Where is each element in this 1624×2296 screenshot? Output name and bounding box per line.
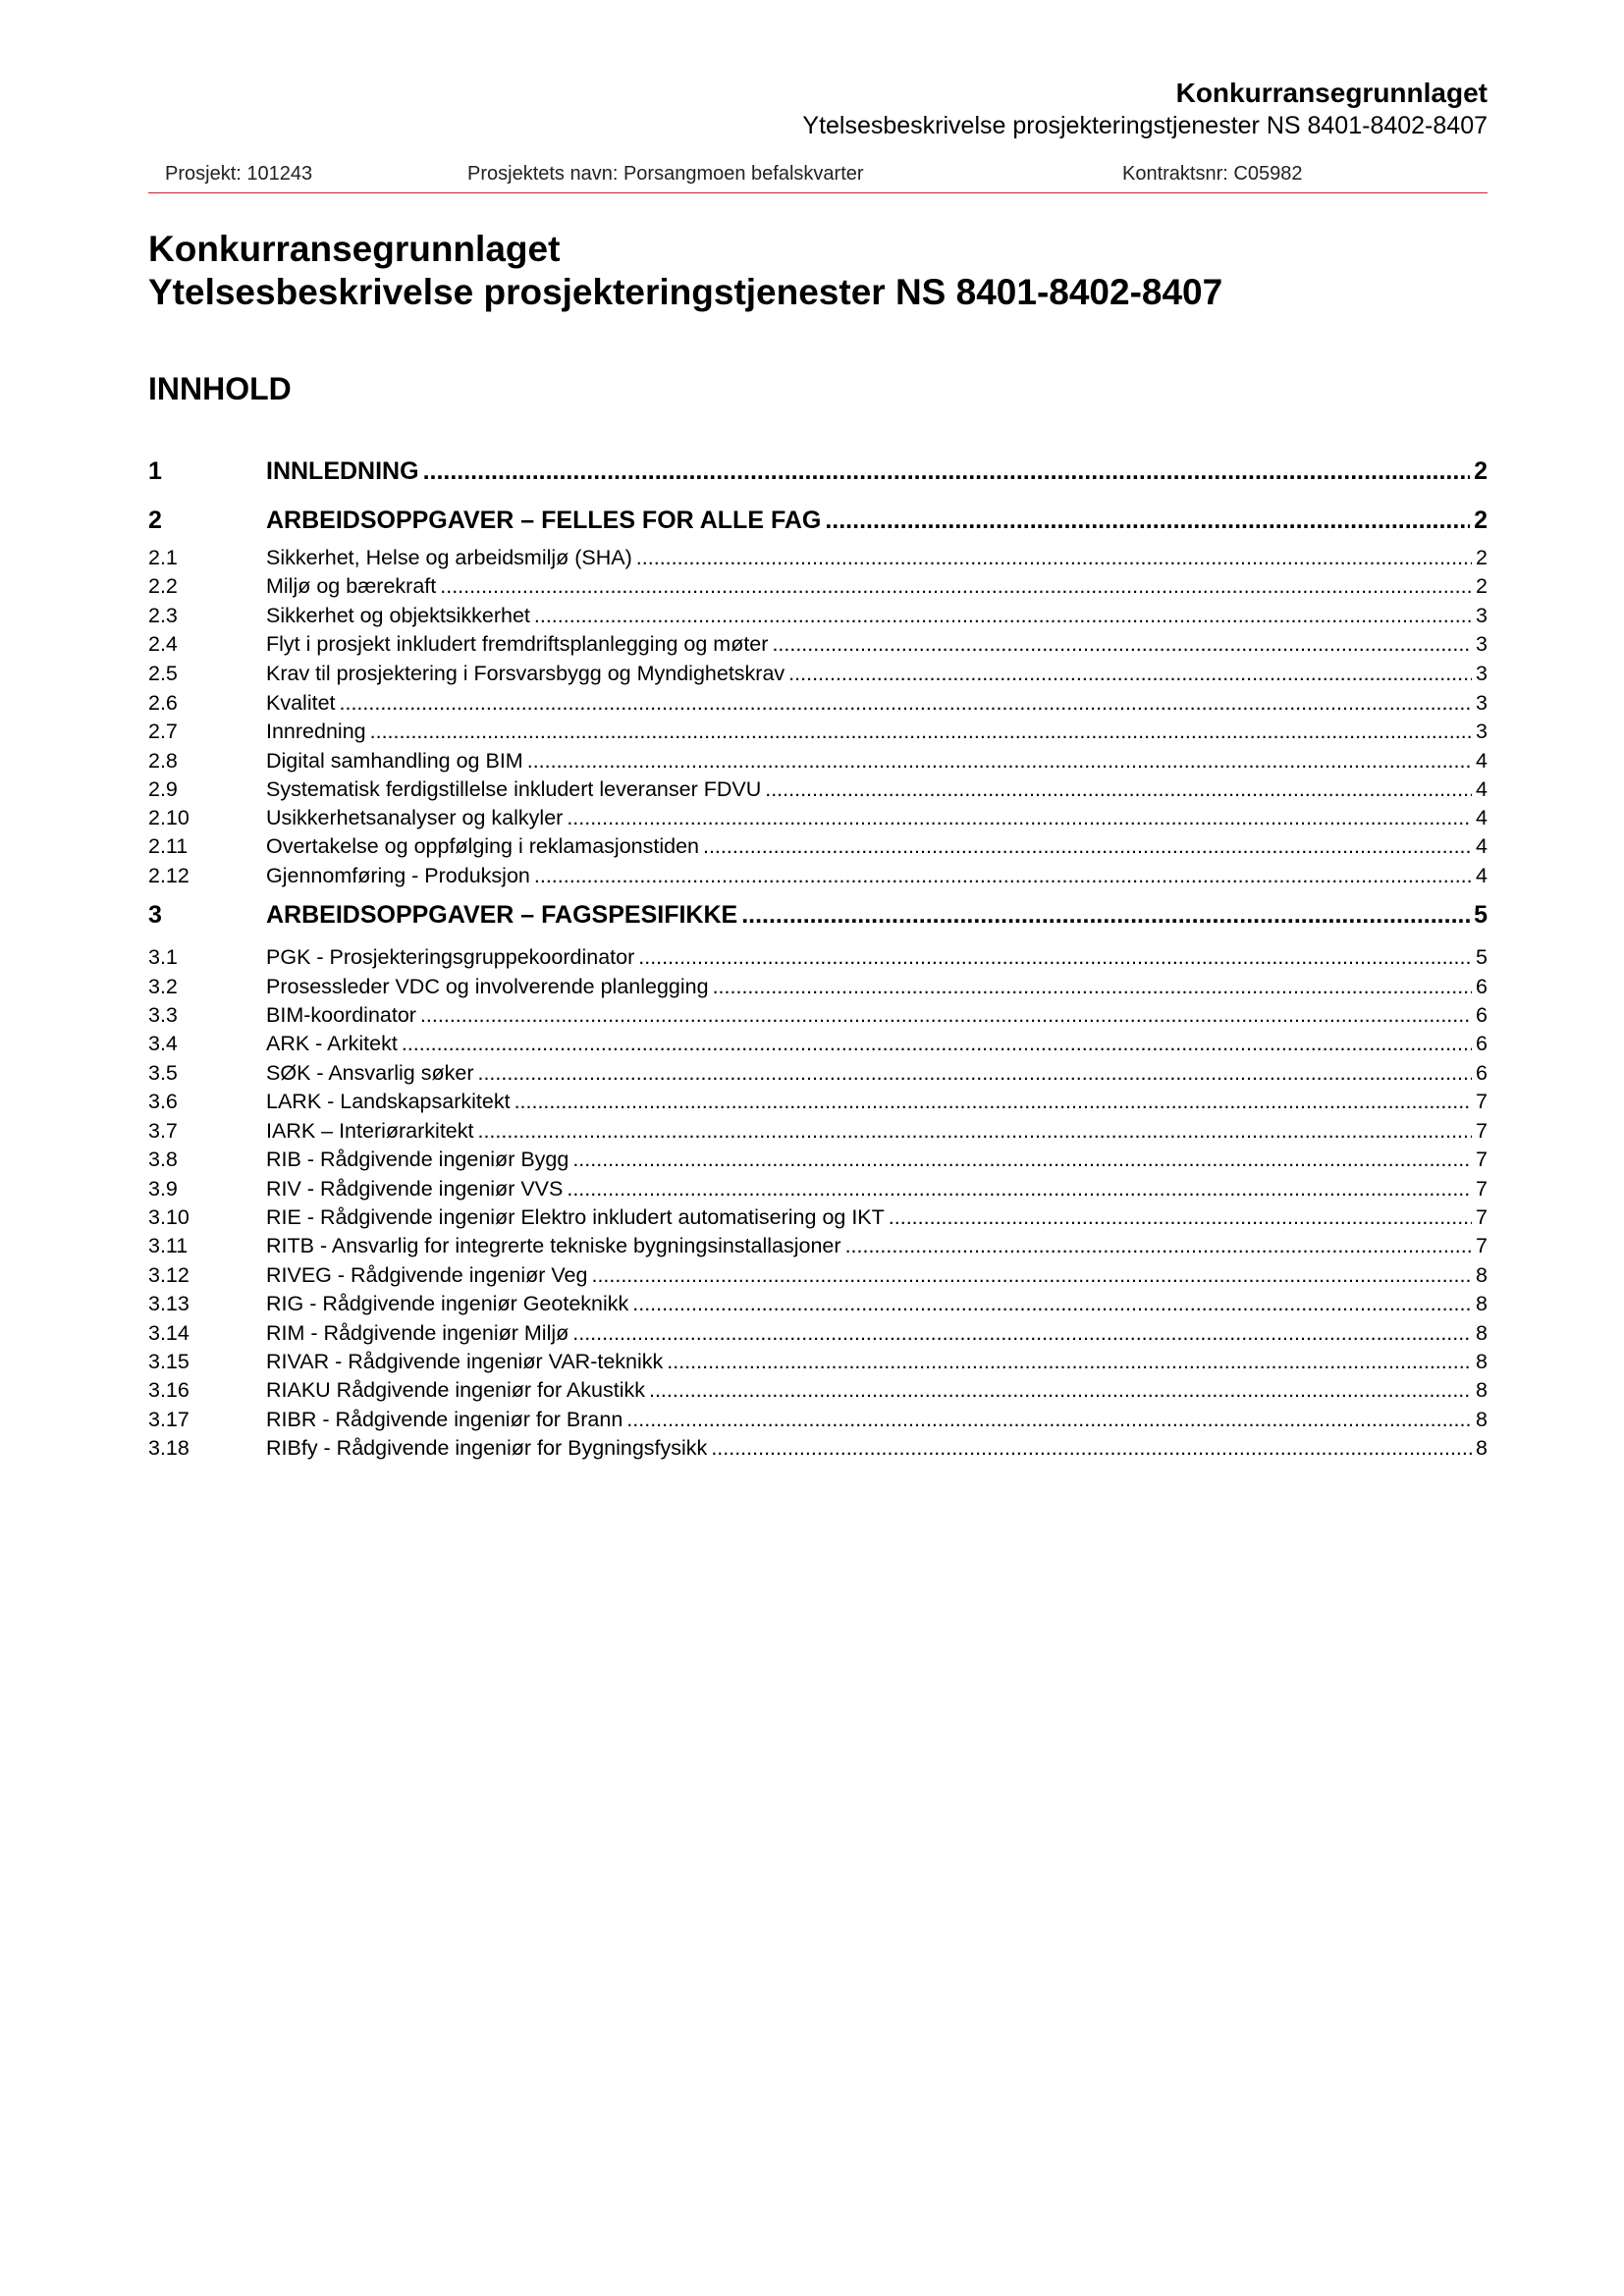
toc-leader-dots [534, 864, 1472, 888]
toc-entry-title: RIE - Rådgivende ingeniør Elektro inkludert automatisering og IKT [266, 1205, 885, 1229]
toc-entry-title: LARK - Landskapsarkitekt [266, 1090, 511, 1113]
toc-entry-number: 3.1 [148, 945, 178, 969]
toc-entry-page: 8 [1476, 1408, 1488, 1431]
toc-leader-dots [788, 662, 1472, 686]
toc-entry-number: 3.10 [148, 1205, 189, 1229]
toc-entry-number: 3.17 [148, 1408, 189, 1431]
toc-entry-page: 3 [1476, 632, 1488, 656]
toc-entry[interactable] [148, 507, 1488, 535]
document-title-line2: Ytelsesbeskrivelse prosjekteringstjenester NS 8401-8402-8407 [148, 272, 1223, 312]
toc-entry[interactable] [148, 945, 1488, 970]
toc-entry-page: 5 [1476, 945, 1488, 969]
toc-leader-dots [572, 1148, 1472, 1172]
toc-entry[interactable] [148, 1263, 1488, 1288]
toc-entry-page: 3 [1476, 720, 1488, 743]
toc-entry-number: 2.8 [148, 749, 178, 773]
toc-entry-number: 3.7 [148, 1119, 178, 1143]
toc-leader-dots [440, 574, 1472, 599]
toc-leader-dots [423, 457, 1471, 486]
toc-entry-page: 3 [1476, 691, 1488, 715]
toc-entry-page: 6 [1476, 975, 1488, 998]
toc-entry-title: RITB - Ansvarlig for integrerte tekniske bygningsinstallasjoner [266, 1234, 841, 1257]
toc-entry[interactable] [148, 901, 1488, 930]
toc-entry-page: 8 [1476, 1378, 1488, 1402]
toc-leader-dots [825, 507, 1470, 535]
toc-leader-dots [340, 691, 1473, 716]
toc-entry-title: Miljø og bærekraft [266, 574, 437, 598]
toc-entry-page: 7 [1476, 1234, 1488, 1257]
toc-entry-number: 2.5 [148, 662, 178, 685]
toc-leader-dots [889, 1205, 1472, 1230]
toc-entry-number: 2.12 [148, 864, 189, 887]
toc-entry-number: 3.12 [148, 1263, 189, 1287]
toc-entry[interactable] [148, 777, 1488, 802]
toc-entry-title: Gjennomføring - Produksjon [266, 864, 530, 887]
toc-entry[interactable] [148, 1378, 1488, 1403]
toc-leader-dots [711, 1436, 1472, 1461]
toc-leader-dots [591, 1263, 1472, 1288]
toc-entry-number: 2.3 [148, 604, 178, 627]
header-subtitle: Ytelsesbeskrivelse prosjekteringstjenester NS 8401-8402-8407 [802, 112, 1488, 139]
toc-entry-page: 4 [1476, 806, 1488, 829]
toc-entry-title: IARK – Interiørarkitekt [266, 1119, 474, 1143]
toc-entry-title: Flyt i prosjekt inkludert fremdriftsplanlegging og møter [266, 632, 769, 656]
toc-entry-number: 2.1 [148, 546, 178, 569]
toc-entry-number: 2.11 [148, 834, 189, 858]
toc-entry-title: RIG - Rådgivende ingeniør Geoteknikk [266, 1292, 629, 1315]
toc-entry-number: 3.4 [148, 1032, 178, 1055]
toc-entry-page: 4 [1476, 749, 1488, 773]
toc-entry-page: 2 [1474, 507, 1488, 534]
toc-entry-number: 3.16 [148, 1378, 189, 1402]
document-title-line1: Konkurransegrunnlaget [148, 229, 561, 269]
toc-entry[interactable] [148, 1292, 1488, 1316]
toc-leader-dots [741, 901, 1470, 930]
toc-entry-title: RIB - Rådgivende ingeniør Bygg [266, 1148, 569, 1171]
toc-entry-title: Overtakelse og oppfølging i reklamasjonstiden [266, 834, 699, 858]
toc-entry-page: 4 [1476, 834, 1488, 858]
toc-entry-number: 3.18 [148, 1436, 189, 1460]
toc-entry-title: ARK - Arkitekt [266, 1032, 398, 1055]
toc-entry[interactable] [148, 632, 1488, 657]
toc-entry-title: BIM-koordinator [266, 1003, 416, 1027]
toc-entry[interactable] [148, 546, 1488, 570]
toc-entry[interactable] [148, 662, 1488, 686]
toc-entry-title: SØK - Ansvarlig søker [266, 1061, 474, 1085]
toc-entry[interactable] [148, 834, 1488, 859]
toc-entry[interactable] [148, 864, 1488, 888]
toc-entry-page: 8 [1476, 1292, 1488, 1315]
toc-entry[interactable] [148, 806, 1488, 830]
toc-entry-title: ARBEIDSOPPGAVER – FELLES FOR ALLE FAG [266, 507, 822, 534]
toc-entry-title: Prosessleder VDC og involverende planlegging [266, 975, 709, 998]
toc-entry-page: 4 [1476, 864, 1488, 887]
toc-entry-title: RIBfy - Rådgivende ingeniør for Bygningsfysikk [266, 1436, 708, 1460]
toc-entry-page: 3 [1476, 604, 1488, 627]
toc-leader-dots [477, 1119, 1472, 1144]
toc-entry-number: 3.15 [148, 1350, 189, 1373]
toc-entry-title: Krav til prosjektering i Forsvarsbygg og Myndighetskrav [266, 662, 785, 685]
toc-entry[interactable] [148, 1408, 1488, 1432]
toc-entry-page: 7 [1476, 1205, 1488, 1229]
toc-entry-title: Kvalitet [266, 691, 336, 715]
toc-entry[interactable] [148, 1205, 1488, 1230]
toc-entry[interactable] [148, 457, 1488, 486]
toc-entry-number: 3.9 [148, 1177, 178, 1201]
toc-entry-title: RIVAR - Rådgivende ingeniør VAR-teknikk [266, 1350, 664, 1373]
toc-entry-page: 7 [1476, 1177, 1488, 1201]
toc-leader-dots [527, 749, 1472, 774]
toc-entry-number: 3.3 [148, 1003, 178, 1027]
contract-number: Kontraktsnr: C05982 [1122, 163, 1303, 185]
toc-leader-dots [514, 1090, 1472, 1114]
toc-entry-title: INNLEDNING [266, 457, 419, 485]
toc-entry-number: 2.4 [148, 632, 178, 656]
project-name: Prosjektets navn: Porsangmoen befalskvarter [467, 163, 864, 185]
toc-entry[interactable] [148, 975, 1488, 999]
toc-leader-dots [765, 777, 1472, 802]
toc-entry-number: 2.6 [148, 691, 178, 715]
toc-entry-number: 3.6 [148, 1090, 178, 1113]
toc-entry-page: 7 [1476, 1090, 1488, 1113]
toc-leader-dots [632, 1292, 1472, 1316]
toc-entry[interactable] [148, 1234, 1488, 1258]
toc-entry-page: 7 [1476, 1119, 1488, 1143]
toc-entry-title: RIVEG - Rådgivende ingeniør Veg [266, 1263, 588, 1287]
toc-entry[interactable] [148, 1032, 1488, 1056]
toc-leader-dots [703, 834, 1472, 859]
toc-entry[interactable] [148, 1177, 1488, 1201]
toc-leader-dots [572, 1321, 1472, 1346]
toc-entry-title: Usikkerhetsanalyser og kalkyler [266, 806, 564, 829]
toc-entry-number: 3.8 [148, 1148, 178, 1171]
toc-entry-page: 7 [1476, 1148, 1488, 1171]
toc-entry[interactable] [148, 1061, 1488, 1086]
toc-entry-title: RIV - Rådgivende ingeniør VVS [266, 1177, 564, 1201]
toc-entry-page: 2 [1476, 546, 1488, 569]
toc-leader-dots [567, 1177, 1472, 1201]
toc-entry-title: ARBEIDSOPPGAVER – FAGSPESIFIKKE [266, 901, 738, 929]
toc-entry-page: 8 [1476, 1436, 1488, 1460]
toc-entry-number: 3.13 [148, 1292, 189, 1315]
toc-leader-dots [567, 806, 1472, 830]
table-of-contents [148, 0, 1488, 2296]
toc-leader-dots [477, 1061, 1472, 1086]
toc-entry[interactable] [148, 749, 1488, 774]
toc-entry-number: 3.14 [148, 1321, 189, 1345]
toc-entry[interactable] [148, 604, 1488, 628]
toc-entry-title: Digital samhandling og BIM [266, 749, 523, 773]
toc-entry-title: Innredning [266, 720, 366, 743]
toc-entry[interactable] [148, 720, 1488, 744]
toc-leader-dots [649, 1378, 1472, 1403]
toc-leader-dots [420, 1003, 1472, 1028]
toc-entry-page: 4 [1476, 777, 1488, 801]
project-number: Prosjekt: 101243 [165, 163, 313, 185]
toc-entry[interactable] [148, 1119, 1488, 1144]
toc-entry-title: Systematisk ferdigstillelse inkludert leveranser FDVU [266, 777, 762, 801]
toc-leader-dots [772, 632, 1472, 657]
toc-entry-title: RIM - Rådgivende ingeniør Miljø [266, 1321, 569, 1345]
toc-entry-page: 2 [1474, 457, 1488, 485]
toc-entry-page: 6 [1476, 1061, 1488, 1085]
toc-entry[interactable] [148, 574, 1488, 599]
toc-entry[interactable] [148, 1321, 1488, 1346]
toc-leader-dots [845, 1234, 1472, 1258]
toc-entry-number: 3.2 [148, 975, 178, 998]
toc-entry[interactable] [148, 1003, 1488, 1028]
toc-entry-number: 2.10 [148, 806, 189, 829]
toc-heading: INNHOLD [148, 371, 292, 406]
toc-entry-number: 2.2 [148, 574, 178, 598]
toc-entry-number: 3 [148, 901, 162, 929]
toc-entry-number: 3.5 [148, 1061, 178, 1085]
toc-entry-number: 2 [148, 507, 162, 534]
toc-leader-dots [626, 1408, 1472, 1432]
toc-entry[interactable] [148, 1148, 1488, 1172]
toc-entry-number: 2.9 [148, 777, 178, 801]
toc-entry-number: 3.11 [148, 1234, 189, 1257]
toc-entry-title: PGK - Prosjekteringsgruppekoordinator [266, 945, 635, 969]
toc-entry-page: 8 [1476, 1321, 1488, 1345]
toc-leader-dots [636, 546, 1472, 570]
toc-entry[interactable] [148, 1090, 1488, 1114]
toc-entry-title: RIBR - Rådgivende ingeniør for Brann [266, 1408, 623, 1431]
toc-entry-page: 6 [1476, 1003, 1488, 1027]
header-title: Konkurransegrunnlaget [1175, 78, 1488, 108]
toc-leader-dots [713, 975, 1472, 999]
toc-entry[interactable] [148, 1436, 1488, 1461]
toc-entry[interactable] [148, 1350, 1488, 1374]
toc-entry-number: 1 [148, 457, 162, 485]
toc-entry-page: 8 [1476, 1263, 1488, 1287]
toc-leader-dots [638, 945, 1472, 970]
toc-entry-title: Sikkerhet, Helse og arbeidsmiljø (SHA) [266, 546, 632, 569]
toc-leader-dots [534, 604, 1472, 628]
toc-entry-page: 8 [1476, 1350, 1488, 1373]
toc-entry-title: RIAKU Rådgivende ingeniør for Akustikk [266, 1378, 645, 1402]
toc-entry-page: 2 [1476, 574, 1488, 598]
toc-leader-dots [370, 720, 1472, 744]
toc-entry-page: 6 [1476, 1032, 1488, 1055]
toc-leader-dots [667, 1350, 1472, 1374]
toc-leader-dots [402, 1032, 1472, 1056]
toc-entry[interactable] [148, 691, 1488, 716]
toc-entry-page: 3 [1476, 662, 1488, 685]
toc-entry-page: 5 [1474, 901, 1488, 929]
toc-entry-title: Sikkerhet og objektsikkerhet [266, 604, 530, 627]
toc-entry-number: 2.7 [148, 720, 178, 743]
